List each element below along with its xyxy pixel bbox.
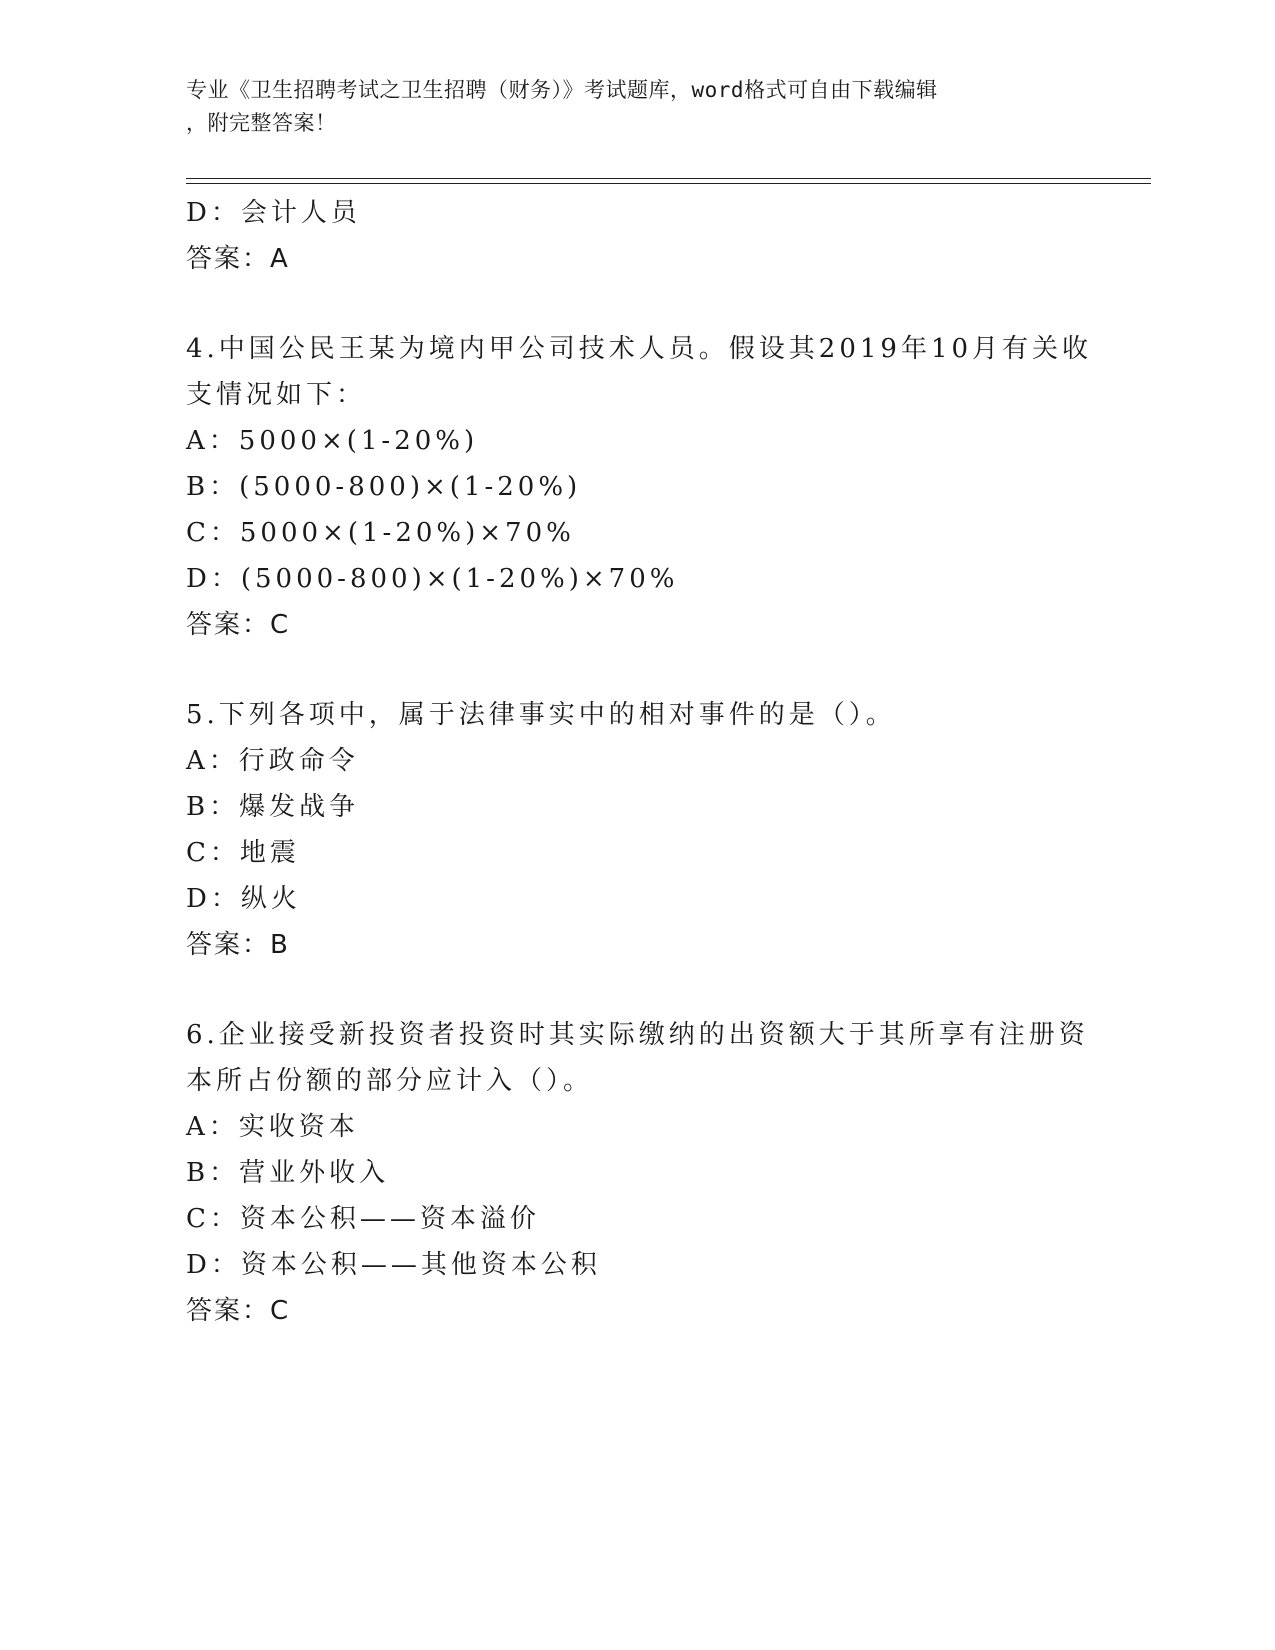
answer-label: 答案：C xyxy=(186,1296,291,1326)
question-6 xyxy=(186,1012,1089,1334)
option-a: A：实收资本 xyxy=(186,1112,359,1142)
question-list xyxy=(186,190,1093,1334)
option-d: D：会计人员 xyxy=(186,198,361,228)
answer-label: 答案：C xyxy=(186,610,291,640)
question-stem-line: 4.中国公民王某为境内甲公司技术人员。假设其2019年10月有关收 xyxy=(186,334,1093,364)
question-stem-line: 支情况如下： xyxy=(186,380,367,410)
question-5 xyxy=(186,692,1086,968)
header-line-2: ，附完整答案！ xyxy=(186,111,337,135)
option-b: B：爆发战争 xyxy=(186,792,360,822)
partial-question-3 xyxy=(186,190,1086,282)
option-d: D：资本公积——其他资本公积 xyxy=(186,1250,601,1280)
header-line-1: 专业《卫生招聘考试之卫生招聘（财务）》考试题库，word格式可自由下载编辑 xyxy=(186,78,938,102)
option-d: D：纵火 xyxy=(186,884,301,914)
option-b: B：(5000-800)×(1-20%) xyxy=(186,472,582,502)
question-stem-line: 5.下列各项中，属于法律事实中的相对事件的是（）。 xyxy=(186,700,896,730)
header-divider-top xyxy=(186,178,1151,179)
option-b: B：营业外收入 xyxy=(186,1158,390,1188)
header-divider-bottom xyxy=(186,183,1151,184)
option-c: C：地震 xyxy=(186,838,300,868)
option-d: D：(5000-800)×(1-20%)×70% xyxy=(186,564,679,594)
spacer xyxy=(186,968,1086,1012)
spacer xyxy=(186,648,1086,692)
option-a: A：行政命令 xyxy=(186,746,359,776)
question-stem-line: 6.企业接受新投资者投资时其实际缴纳的出资额大于其所享有注册资 xyxy=(186,1020,1089,1050)
question-stem-line: 本所占份额的部分应计入（）。 xyxy=(186,1066,594,1096)
document-header xyxy=(186,74,1076,140)
answer-label: 答案：B xyxy=(186,930,290,960)
answer-label: 答案：A xyxy=(186,244,290,274)
option-c: C：5000×(1-20%)×70% xyxy=(186,518,575,548)
spacer xyxy=(186,282,1086,326)
question-4 xyxy=(186,326,1093,648)
option-a: A：5000×(1-20%) xyxy=(186,426,479,456)
option-c: C：资本公积——资本溢价 xyxy=(186,1204,540,1234)
